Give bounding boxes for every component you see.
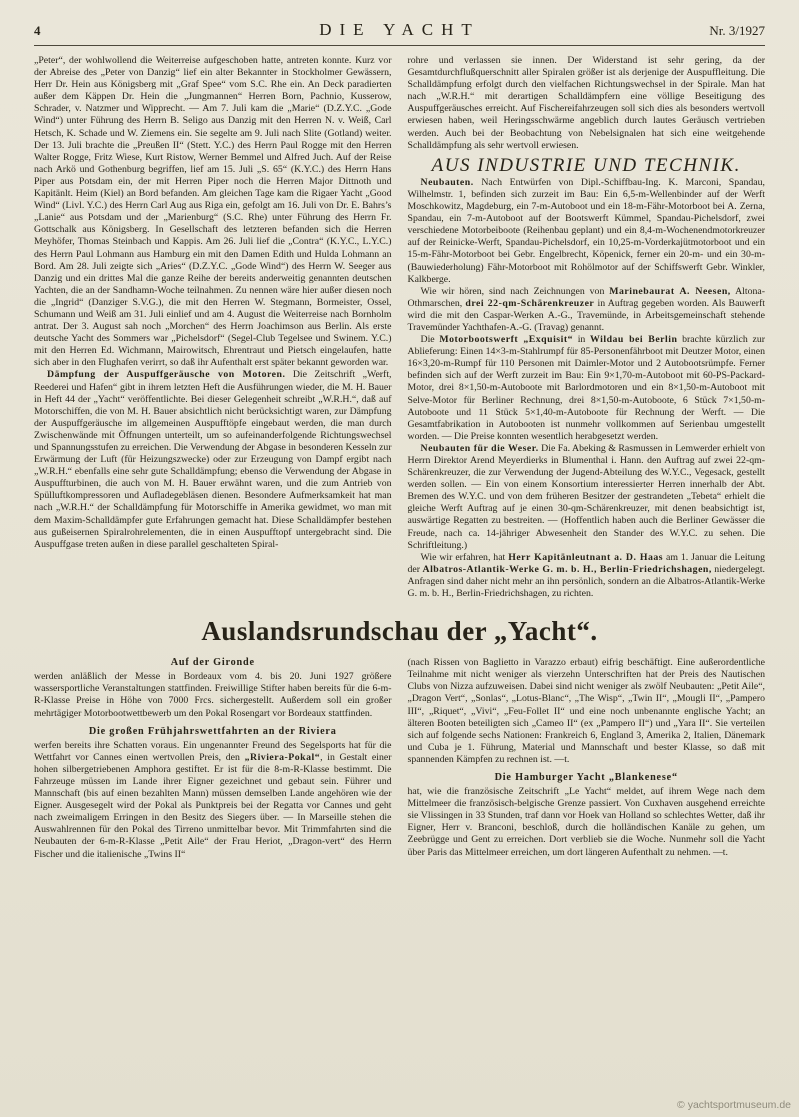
subheading-gironde: Auf der Gironde (170, 657, 255, 669)
paragraph-haas: Wie wir erfahren, hat Herr Kapitänleutnant a. D. Haas am 1. Januar die Leitung der Albatros-Atlantik-Werke G. m. b. H., Berlin-Friedrichshagen, niedergelegt. Anfragen sind daher nicht mehr an ihn persönlich, sondern an die Albatros-Atlantik-Werke G. m. b. H., Berlin-Friedrichshagen, zu richten. (407, 551, 765, 600)
page-header (34, 20, 765, 40)
paragraph-riviera: werfen bereits ihre Schatten voraus. Ein ungenannter Freund des Segelsports hat für die Wettfahrt vor Cannes einen wertvollen Preis, den „Riviera-Pokal“, in Gestalt einer hohen silbergetriebenen Amphora gestiftet. Er ist für die 8-m-R-Klasse bestimmt. Die Fahrzeuge müssen im Lande ihrer Eigner gezeichnet und gebaut sein. Führer und Mannschaft (bis auf einen bezahlten Mann) müssen demselben Lande angehören wie der Eigner. Ausgesegelt wird der Pokal als Punktpreis bei der Regatta vor Cannes und geht nach zweimaligem Erringen in den Besitz des Siegers über. — In Marseille stehen die Auswahlrennen für den Pokal des Tirreno unmittelbar bevor. Mit Trimmfahrten sind die Neubauten der 6-m-R-Klasse „Petit Aile“ der Frau Heriot, „Dragon-vert“ des Herrn Fischer und die italienische „Twins II“ (34, 739, 392, 860)
masthead-title: DIE YACHT (319, 20, 480, 39)
paragraph-riviera-continued: (nach Rissen von Baglietto in Varazzo erbaut) eifrig beschäftigt. Eine außerordentliche Teilnahme mit nicht weniger als vierzehn Unterschriften hat der Preis des Nautischen Clubs von Nizza aufzuweisen. Dabei sind nicht weniger als zwölf Neubauten: „Petit Aile“, „Dragon Vert“, „Sonlas“, „Lotus-Blanc“, „The Wisp“, „Twin II“, „Mougli II“, „Pampero III“, „Riquet“, „Vivi“, „Feu-Follet II“ und eine noch unbenannte englische Yacht; an älteren Booten beteiligten sich „Cameo II“ (ex „Pampero II“) und „Yara II“. Sie verteilen sich auf folgende sechs Nationen: Frankreich 6, England 3, Amerika 2, Italien, Dänemark und Cuba je 1. Führung, Material und Mannschaft und bester Klasse, so daß mit spannenden Kämpfen zu rechnen ist. —t. (407, 657, 765, 765)
paragraph-daempfung-continued: rohre und verlassen sie innen. Der Widerstand ist sehr gering, da der Gesamtdurchflußquerschnitt aller Spiralen größer ist als derjenige der Auspuffleitung. Die Schalldämpfung erfolgt durch den vielfachen Richtungswechsel in der Spirale. Man hat nach „W.R.H.“ mit derartigen Schalldämpfern eine völlige Beseitigung des Auspuffgeräusches erreicht. Auf Fischereifahrzeugen soll sich dies als besonders wertvoll erwiesen haben, weil Heringsschwärme angeblich durch lautes Geräusch vertrieben werden. Auch bei der Beobachtung von Nebelsignalen hat sich eine weitgehende Schalldämpfung als sehr wertvoll erwiesen. (407, 55, 765, 151)
paragraph-schaerenkreuzer: Wie wir hören, sind nach Zeichnungen von Marinebaurat A. Neesen, Altona-Othmarschen, drei 22-qm-Schärenkreuzer in Auftrag gegeben worden. Als Bauwerft wird die mit den Caspar-Werken A.-G., Travemünde, in Arbeitsgemeinschaft stehende Travemünder Yachthafen-A.-G. (Travag) genannt. (407, 285, 766, 333)
right-column-bottom (408, 657, 766, 861)
paragraph-blankenese: hat, wie die französische Zeitschrift „Le Yacht“ meldet, auf ihrem Wege nach dem Mittelmeer die französisch-belgische Grenze passiert. Von Cuxhaven ausgehend erreichte sie Vlissingen in 33 Stunden, traf dann vor Hoek van Holland so schlechtes Wetter, daß ihr Eigner, Herr v. Branconi, beschloß, durch die holländischen Kanäle zu gehen, um Zeebrügge und Gent zu erreichen. Dort verblieb sie die Woche. Nunmehr soll die Yacht über Paris das Mittelmeer erreichen, um dort längeren Aufenthalt zu nehmen. —t. (407, 786, 765, 858)
paragraph-exquisit: Die Motorbootswerft „Exquisit“ in Wildau bei Berlin brachte kürzlich zur Ablieferung: Einen 14×3-m-Stahlrumpf für 85-Personenfährboot mit Deutzer Motor, einen 16×3,20-m-Rumpf für 110 Personen mit Daimler-Motor und 2 Autobootsrümpfe. Ferner befinden sich auf der Werft zurzeit im Bau: Ein 9×1,70-m-Autoboot mit 60-PS-Packard-Motor, drei 8×1,50-m-Autoboote mit Barlordmotoren und ein 8×1,50-m-Autoboot mit Selve-Motor für Berliner Rechnung, drei 8×1,50-m-Autoboote, 6 Stück 7×1,50-m-Autoboote und 11 Stück 5×1,40-m-Autoboote für Rechnung der Werft. — Die Gesamtfabrikation in Autobooten ist nunmehr vollkommen auf Serienbau umgestellt worden. — Die Preise konnten wesentlich herabgesetzt werden. (407, 334, 765, 442)
paragraph-weser: Neubauten für die Weser. Die Fa. Abeking & Rasmussen in Lemwerder erhielt von Herrn Direktor Arend Meyerdierks in Blumenthal i. Hann. den Auftrag auf zwei 22-qm-Schärenkreuzer, die zur Verwendung der Jugend-Abteilung des W.Y.C., Vegesack, gestellt werden sollen. — Ein von einem Konsortium interessierter Herren innerhalb der Abt. Bremen des W.Y.C. und von dem früheren Besitzer der gestrandeten „Tebeta“ erhielt die gleiche Werft Auftrag auf je einen 30-qm-Schärenkreuzer, mit denen beabsichtigt ist, auswärtige Regatten zu bestreiten. — (Hoffentlich haben auch die Berliner Gewässer die Freude, nach ca. 14-jähriger Abwesenheit den Stander des W.Y.C. zu sehen. Die Schriftleitung.) (407, 442, 765, 551)
article-bottom-section (34, 657, 765, 861)
paragraph-harbor-report: „Peter“, der wohlwollend die Weiterreise aufgeschoben hatte, antreten konnte. Kurz vor der Abreise des „Peter von Danzig“ lief ein alter Bekannter in Stockholmer Gewässern, Herr Dr. Hein aus Königsberg mit „Graf Spee“ vom S.C. Rhe ein. An Deck paradierten außer dem Käppen Dr. Hein die „Jungmannen“ Herren Born, Pachnio, Kusserow, Schrader, v. Natzmer und Wipprecht. — Am 7. Juli kam die „Marie“ (D.Z.Y.C. „Gode Wind“) unter Führung des Herrn B. Seligo aus Danzig mit den Herren N. v. Weiß, Carl Hetsch, K. Schade und W. Ziemens ein. Sie segelte am 9. Juli nach Slite (Gotland) weiter. Der 13. Juli brachte die „Preußen II“ (Stett. Y.C.) des Herrn Paul Rogge mit den Herren Walter Rogge, Fritz Wiese, Kurt Ristow, Werner Bemmel und Alfred Juch. Auf der Reise nach Arkö und Gothenburg begriffen, lief am 15. Juli „S. 65“ (K.Y.C.) des Herrn Hans Piper aus Potsdam ein, der mit Herren Piper noch die Herren Major Dittnoth und Kapitänlt. Heim (Kiel) an Bord befanden. Am gleichen Tage kam die Rigaer Yacht „Good Wind“ (Livl. Y.C.) des Herrn Carl Aug aus Riga ein, gefolgt am 16. Juli von Dr. E. Bahrs’s „Lanie“ aus Potsdam und der „Marienburg“ (S.C. Rhe) unter Führung des Herrn Fr. Gottschalk aus Königsberg. In Gesellschaft des letzteren befanden sich die Herren Meyhöfer, Thomas Steinbach und Kappis. Am 26. Juli lief die „Contra“ (K.Y.C., L.Y.C.) des Herrn Paul Lohmann aus Hamburg ein mit den Damen Edith und Hulda Lohmann an Bord. Am 28. Juli zeigte sich „Aries“ (D.Z.Y.C. „Gode Wind“) des Herrn W. Seeger aus Danzig und ein drittes Mal die ganze Reihe der bereits anderweitig genannten deutschen Yachten, die an der Sandhamn-Woche teilnahmen. Zu nennen wäre hier außer diesen noch die „Ingrid“ (Danziger S.V.G.), die mit den Herren W. Stegmann, Bormeister, Ossel, Schumann und Weiß am 31. Juli einlief und am 4. August die Weiterreise nach Bornholm antrat. Der 3. August sah noch „Morchen“ des Herrn Joachimson aus Berlin. Als erste deutsche Yacht des Sommers war „Pichelsdorf“ (Segel-Club Tegelsee und Swinem. Y.C.) mit den Herren Ed. Wichmann, Mairowitsch, Ehrentraut und Pietsch eingelaufen, hatte sich aber in den Flughafen verirrt, so daß ihr Aufenthalt erst später bekannt geworden war. (34, 55, 392, 369)
left-column-bottom (34, 657, 392, 861)
article-top-section (34, 55, 765, 600)
issue-number: Nr. 3/1927 (709, 23, 765, 38)
right-column (408, 55, 766, 600)
header-rule (34, 45, 765, 46)
paragraph-daempfung: Dämpfung der Auspuffgeräusche von Motoren. Die Zeitschrift „Werft, Reederei und Hafen“ gibt in ihrem letzten Heft die Ausführungen wieder, die M. H. Bauer in Heft 44 der „Yacht“ veröffentlichte. Bei dieser Gelegenheit schreibt „W.R.H.“, daß auf Motorschiffen, die von M. H. Bauer absichtlich nicht berücksichtigt waren, zur Dämpfung der Auspuffgeräusche im allgemeinen Auspufftöpfe eingebaut werden, die man durch Zwischenwände mit Öffnungen unterteilt, um so aufeinanderfolgende Richtungswechsel und Spannungsstufen zu erreichen. Die Verwendung der Abgase in besonderen Kesseln zur Erwärmung der Luft (für Heizungszwecke) oder zur Erzeugung von Dampf ergibt nach „W.R.H.“ ebenfalls eine sehr gute Schalldämpfung; ebenso die Verwendung der Abgase in Auspuffturbinen, die auch von M. H. Bauer erwähnt waren, und die zum Antrieb von Spülluftkompressoren und Aufladegebläsen dienen. Besondere Aufmerksamkeit hat man nach „W.R.H.“ der Schalldämpfung für Motorschiffe in Amerika gewidmet, wo man mit dem Maxim-Schalldämpfer gute Erfahrungen gemacht hat. Diese Schalldämpfer bestehen aus gußeisernen Spiralrohrelementen, die in einen Auspufftopf untergebracht sind. Die Auspuffgase treten außen in diese parallel geschalteten Spiral- (34, 369, 392, 550)
subheading-riviera: Die großen Frühjahrswettfahrten an der Riviera (88, 725, 337, 737)
subheading-blankenese: Die Hamburger Yacht „Blankenese“ (494, 771, 678, 783)
section-heading-industrie-technik: AUS INDUSTRIE UND TECHNIK. (431, 154, 741, 176)
paragraph-gironde: werden anläßlich der Messe in Bordeaux vom 4. bis 20. Juni 1927 größere wassersportliche Veranstaltungen stattfinden. Freiwillige Stifter haben bereits für die 6-m-R-Klasse Preise in Höhe von 7000 Frcs. sichergestellt. Außerdem soll ein großer mehrtägiger Motorbootwettbewerb um den Pokal Rosengart vor Bordeaux stattfinden. (34, 671, 392, 719)
watermark: © yachtsportmuseum.de (677, 1099, 791, 1111)
left-column (34, 55, 392, 600)
section-title-auslandsrundschau: Auslandsrundschau der „Yacht“. (201, 616, 598, 647)
paragraph-neubauten: Neubauten. Nach Entwürfen von Dipl.-Schiffbau-Ing. K. Marconi, Spandau, Wilhelmstr. 1, befinden sich zurzeit im Bau: Ein 6,5-m-Wellenbinder auf der Werft Moschkowitz, Magdeburg, ein 7-m-Autoboot und ein 18-m-Fähr-Motorboot bei A. Zerna, Spandau, ein 7-m-Autoboot auf der Bootswerft Kümmel, Spandau-Pichelsdorf, zwei verschiedene Motorbeiboote (Reihenbau geplant) und ein 8,4-m-Wochenendmotorkreuzer auf der Reinicke-Werft, Spandau-Pichelsdorf, ein 10,25-m-Vorderkajütmotorboot und ein 15-m-Fähr-Motorboot bei Gebr. Engelbrecht, Köpenick, ferner ein 20-m- und ein 30-m- (Bauwiederholung) Fähr-Motorboot mit Rohölmotor auf der Schiffswerft Gebr. Winkler, Kalkberge. (407, 176, 765, 285)
page-number: 4 (34, 23, 41, 38)
